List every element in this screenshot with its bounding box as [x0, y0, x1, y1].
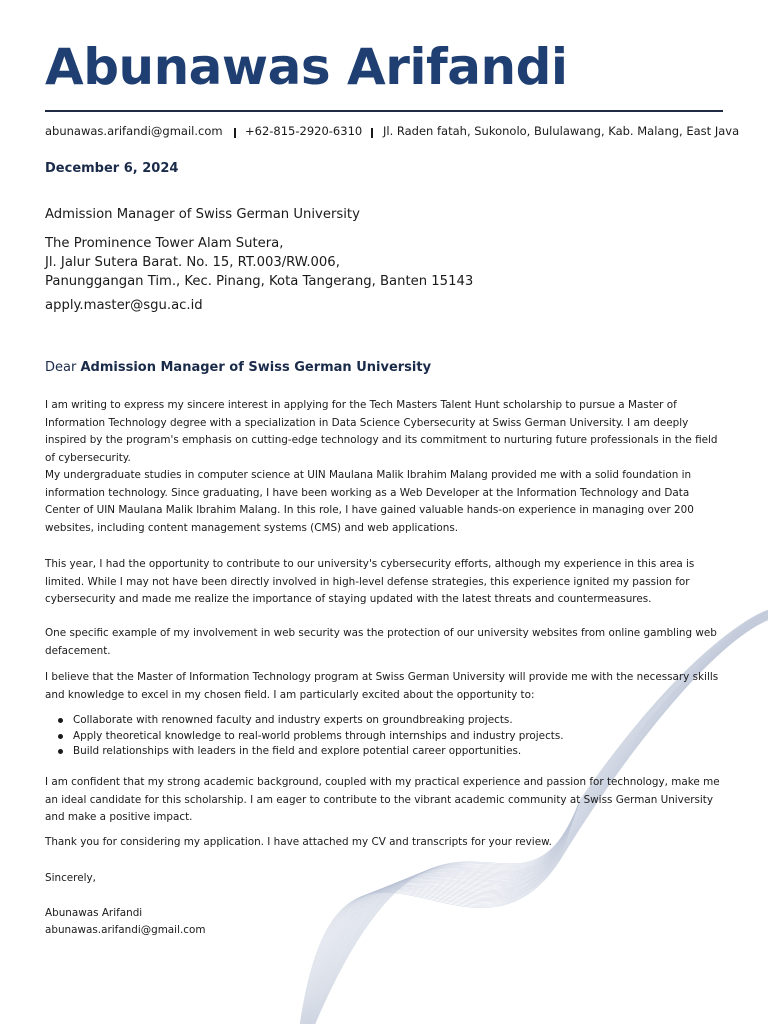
sender-email: abunawas.arifandi@gmail.com: [45, 124, 223, 138]
body-paragraph: One specific example of my involvement in web security was the protection of our university websites from online gambling web defacement.: [45, 627, 717, 657]
list-item: Apply theoretical knowledge to real-world problems through internships and industry projects.: [45, 729, 725, 745]
header-divider: [45, 110, 723, 112]
recipient-address-line: Panunggangan Tim., Kec. Pinang, Kota Tangerang, Banten 15143: [45, 274, 474, 289]
body-paragraph: I believe that the Master of Information Technology program at Swiss German University will provide me with the necessary skills and knowledge to excel in my chosen field. I am particularly excited about the opportunity to:: [45, 671, 719, 701]
signature-email: abunawas.arifandi@gmail.com: [45, 924, 206, 936]
recipient-email: apply.master@sgu.ac.id: [45, 298, 203, 313]
recipient-address-line: The Prominence Tower Alam Sutera,: [45, 236, 284, 251]
contact-separator: [371, 128, 373, 138]
body-paragraph: My undergraduate studies in computer science at UIN Maulana Malik Ibrahim Malang provided me with a solid foundation in information technology. Since graduating, I have been working as a Web Developer at the Information Technology and Data Center of UIN Maulana Malik Ibrahim Malang. In this role, I have gained valuable hands-on experience in managing over 200 websites, including content management systems (CMS) and web applications.: [45, 469, 694, 534]
signature-name: Abunawas Arifandi: [45, 907, 143, 919]
list-item: Collaborate with renowned faculty and industry experts on groundbreaking projects.: [45, 713, 725, 729]
body-paragraph: I am writing to express my sincere interest in applying for the Tech Masters Talent Hunt scholarship to pursue a Master of Information Technology degree with a specialization in Data Science Cybersecurity at Swiss German University. I am deeply inspired by the program's emphasis on cutting-edge technology and its commitment to nurturing future professionals in the field of cybersecurity.: [45, 399, 718, 464]
contact-separator: [234, 128, 236, 138]
body-paragraph: This year, I had the opportunity to contribute to our university's cybersecurity efforts, although my experience in this area is limited. While I may not have been directly involved in high-level defense strategies, this experience ignited my passion for cybersecurity and made me realize the importance of staying updated with the latest threats and countermeasures.: [45, 558, 695, 605]
body-paragraph: Thank you for considering my application. I have attached my CV and transcripts for your review.: [45, 836, 552, 848]
salutation: [45, 360, 431, 375]
sender-address: Jl. Raden fatah, Sukonolo, Bululawang, Kab. Malang, East Java: [383, 124, 740, 138]
body-paragraph: I am confident that my strong academic background, coupled with my practical experience and passion for technology, make me an ideal candidate for this scholarship. I am eager to contribute to the vibrant academic community at Swiss German University and make a positive impact.: [45, 776, 720, 823]
sender-phone: +62-815-2920-6310: [245, 124, 363, 138]
sender-name: Abunawas Arifandi: [45, 38, 568, 96]
letter-date: December 6, 2024: [45, 161, 179, 176]
sign-off: Sincerely,: [45, 872, 96, 884]
recipient-address-line: Jl. Jalur Sutera Barat. No. 15, RT.003/RW.006,: [45, 255, 340, 270]
salutation-name: Admission Manager of Swiss German University: [80, 360, 432, 375]
salutation-prefix: Dear: [45, 360, 77, 375]
recipient-title: Admission Manager of Swiss German University: [45, 207, 360, 222]
bullet-list: [45, 713, 725, 760]
list-item: Build relationships with leaders in the field and explore potential career opportunities.: [45, 744, 725, 760]
